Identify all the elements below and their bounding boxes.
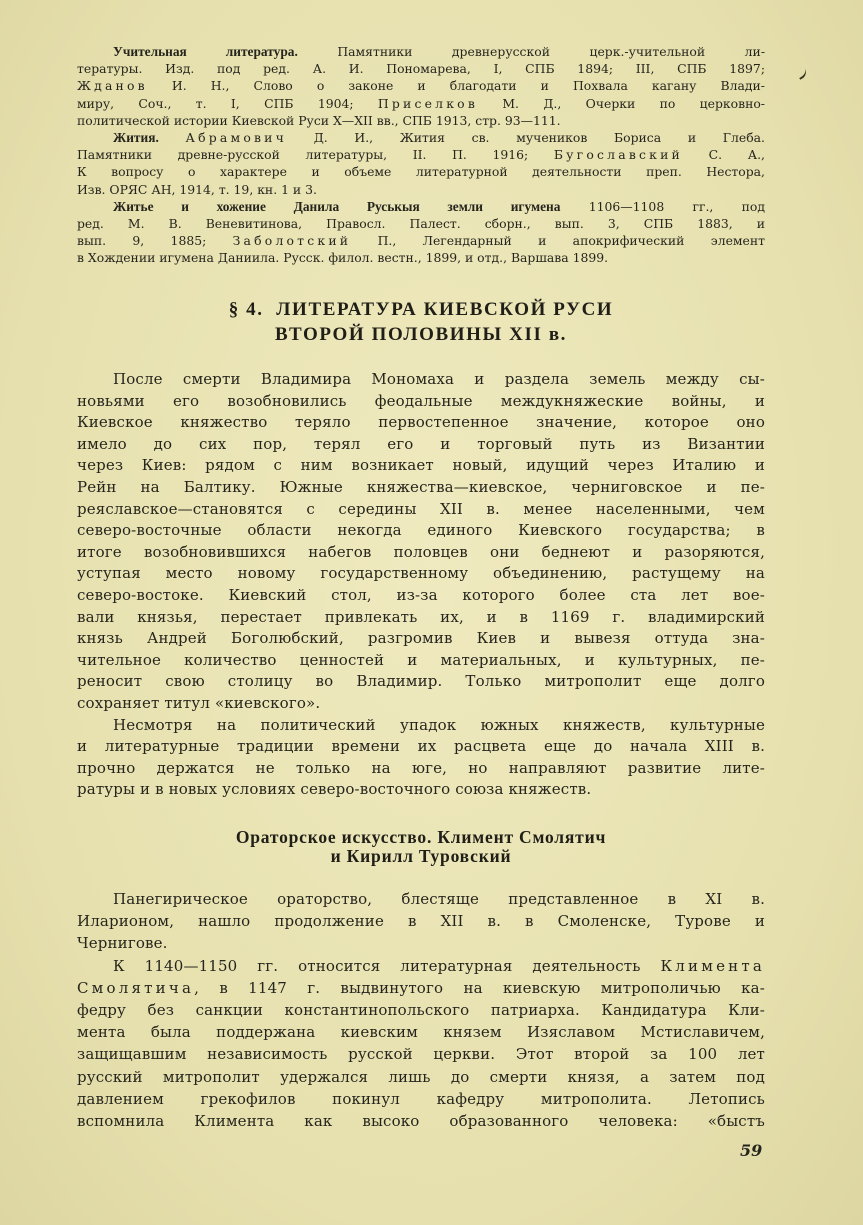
text-segment: М. Д., Очерки по церковно- <box>478 95 765 111</box>
bold-text: Учительная литература. <box>113 44 298 59</box>
text-line <box>77 1021 765 1043</box>
text-segment: чительное количество ценностей и материальных, и культурных, пе- <box>77 650 765 669</box>
text-line <box>77 715 765 737</box>
text-segment: имело до сих пор, терял его и торговый путь из Византии <box>77 434 765 453</box>
text-line <box>77 955 765 977</box>
text-segment: итоге возобновившихся набегов половцев они беднеют и разоряются, <box>77 542 765 561</box>
bibliography-notes <box>77 43 765 267</box>
text-line <box>77 249 765 266</box>
text-segment: Киевское княжество теряло первостепенное значение, которое оно <box>77 413 765 432</box>
text-segment: через Киев: рядом с ним возникает новый, идущий через Италию и <box>77 456 765 475</box>
spaced-author-name: Абрамович <box>185 130 288 146</box>
bold-text: Житье и хожение Данила Руськыя земли игумена <box>113 198 561 214</box>
text-segment: Чернигове. <box>77 934 168 953</box>
text-line <box>77 499 765 521</box>
subsection-title-line-2: и Кирилл Туровский <box>330 846 512 866</box>
text-segment: Изв. ОРЯС АН, 1914, т. 19, кн. 1 и 3. <box>77 181 317 197</box>
text-line <box>77 520 765 542</box>
text-segment: После смерти Владимира Мономаха и раздела земель между сы- <box>113 370 765 388</box>
text-line <box>77 181 765 198</box>
text-line <box>77 542 765 564</box>
text-line <box>77 60 765 77</box>
body-text-intro <box>77 369 765 801</box>
spaced-author-name: Приселков <box>377 95 479 111</box>
text-segment: в Хождении игумена Даниила. Русск. филол. вестн., 1899, и отд., Варшава 1899. <box>77 250 609 266</box>
text-line <box>77 163 765 180</box>
text-line <box>77 779 765 801</box>
text-line <box>77 391 765 413</box>
text-line <box>77 650 765 672</box>
text-segment: 1106—1108 гг., под <box>560 198 765 214</box>
text-line <box>77 1088 765 1110</box>
spaced-author-name: Климента <box>660 956 765 975</box>
text-segment: Д. И., Жития св. мучеников Бориса и Глеба. <box>287 130 765 146</box>
text-line <box>77 888 765 910</box>
text-line <box>77 215 765 232</box>
text-segment: сохраняет титул «киевского». <box>77 693 321 712</box>
text-line <box>77 198 765 215</box>
text-segment: К 1140—1150 гг. относится литературная деятельность <box>113 956 661 975</box>
text-segment: ратуры и в новых условиях северо-восточного союза княжеств. <box>77 780 592 799</box>
text-segment: давлением грекофилов покинул кафедру митрополита. Летопись <box>77 1089 765 1108</box>
text-segment: Памятники древне-русской литературы, II. П. 1916; <box>77 147 554 163</box>
text-line <box>77 412 765 434</box>
subsection-title-line-1: Ораторское искусство. Климент Смолятич <box>235 827 607 847</box>
text-line <box>77 477 765 499</box>
text-line <box>77 434 765 456</box>
pen-mark <box>795 66 809 80</box>
text-line <box>77 1043 765 1065</box>
text-segment: защищавшим независимость русской церкви. Этот второй за 100 лет <box>77 1045 765 1064</box>
spaced-author-name: Смолятича <box>77 978 195 997</box>
text-line <box>77 129 765 146</box>
text-line <box>77 607 765 629</box>
text-line <box>77 693 765 715</box>
text-segment: мента была поддержана киевским князем Изяславом Мстиславичем, <box>77 1023 765 1042</box>
text-segment: и литературные традиции времени их расцвета еще до начала XIII в. <box>77 737 765 756</box>
text-line <box>77 977 765 999</box>
text-segment: И. Н., Слово о законе и благодати и Похвала кагану Влади- <box>147 78 765 94</box>
text-segment: князь Андрей Боголюбский, разгромив Киев и вывезя оттуда зна- <box>77 629 765 648</box>
text-segment: федру без санкции константинопольского патриарха. Кандидатура Кли- <box>77 1001 765 1020</box>
text-line <box>77 112 765 129</box>
spaced-author-name: Жданов <box>77 78 148 94</box>
text-segment: К вопросу о характере и объеме литературной деятельности преп. Нестора, <box>77 164 765 180</box>
section-title <box>77 297 765 347</box>
text-line <box>77 1066 765 1088</box>
text-segment: уступая место новому государственному объединению, растущему на <box>77 564 765 583</box>
text-line <box>77 95 765 112</box>
subsection-title <box>77 828 765 866</box>
text-segment: П., Легендарный и апокрифический элемент <box>351 233 765 249</box>
text-line <box>77 455 765 477</box>
text-segment: Панегирическое ораторство, блестяще представленное в XI в. <box>113 890 765 908</box>
text-segment: реяславское—становятся с середины XII в. менее населенными, чем <box>77 499 765 518</box>
text-line <box>77 758 765 780</box>
text-segment: вали князья, перестает привлекать их, и в 1169 г. владимирский <box>77 607 765 626</box>
text-line <box>77 585 765 607</box>
text-line <box>77 77 765 94</box>
text-segment: Памятники древнерусской церк.-учительной ли- <box>297 44 765 59</box>
text-line <box>77 932 765 954</box>
text-segment: новьями его возобновились феодальные междукняжеские войны, и <box>77 391 765 410</box>
text-line <box>77 910 765 932</box>
text-segment: ред. М. В. Веневитинова, Правосл. Палест. сборн., вып. 3, СПБ 1883, и <box>77 216 765 232</box>
text-segment: реносит свою столицу во Владимир. Только митрополит еще долго <box>77 672 765 691</box>
text-segment <box>159 130 186 145</box>
text-segment: прочно держатся не только на юге, но направляют развитие лите- <box>77 758 765 777</box>
text-line <box>77 369 765 391</box>
text-line <box>77 43 765 60</box>
spaced-author-name: Заболотский <box>232 233 352 249</box>
text-segment: русский митрополит удержался лишь до смерти князя, а затем под <box>77 1067 765 1086</box>
text-line <box>77 232 765 249</box>
text-line <box>77 628 765 650</box>
bold-text: Жития. <box>113 130 159 146</box>
page-number: 59 <box>740 1141 763 1160</box>
text-segment: Несмотря на политический упадок южных княжеств, культурные <box>113 715 765 734</box>
text-segment: тературы. Изд. под ред. А. И. Пономарева, I, СПБ 1894; III, СПБ 1897; <box>77 61 765 77</box>
text-segment: миру, Соч., т. I, СПБ 1904; <box>77 95 378 111</box>
text-segment: вып. 9, 1885; <box>77 233 233 249</box>
section-title-line-2: ВТОРОЙ ПОЛОВИНЫ XII в. <box>274 324 568 345</box>
text-line <box>77 563 765 585</box>
text-segment: северо-восточные области некогда единого Киевского государства; в <box>77 521 765 540</box>
text-segment: , в 1147 г. выдвинутого на киевскую митрополичью ка- <box>194 978 765 997</box>
section-title-line-1: § 4. ЛИТЕРАТУРА КИЕВСКОЙ РУСИ <box>228 299 614 320</box>
body-text-oratory <box>77 888 765 1132</box>
text-segment: Иларионом, нашло продолжение в XII в. в Смоленске, Турове и <box>77 912 765 931</box>
text-segment: северо-востоке. Киевский стол, из-за которого более ста лет вое- <box>77 585 765 604</box>
text-line <box>77 736 765 758</box>
text-segment: С. А., <box>683 147 765 163</box>
spaced-author-name: Бугославский <box>553 147 683 163</box>
text-line <box>77 146 765 163</box>
text-segment: вспомнила Климента как высоко образованного человека: «быстъ <box>77 1112 765 1131</box>
text-line <box>77 999 765 1021</box>
text-line <box>77 671 765 693</box>
text-segment: политической истории Киевской Руси X—XII вв., СПБ 1913, стр. 93—111. <box>77 112 561 128</box>
text-segment: Рейн на Балтику. Южные княжества—киевское, черниговское и пе- <box>77 477 765 496</box>
text-line <box>77 1110 765 1132</box>
